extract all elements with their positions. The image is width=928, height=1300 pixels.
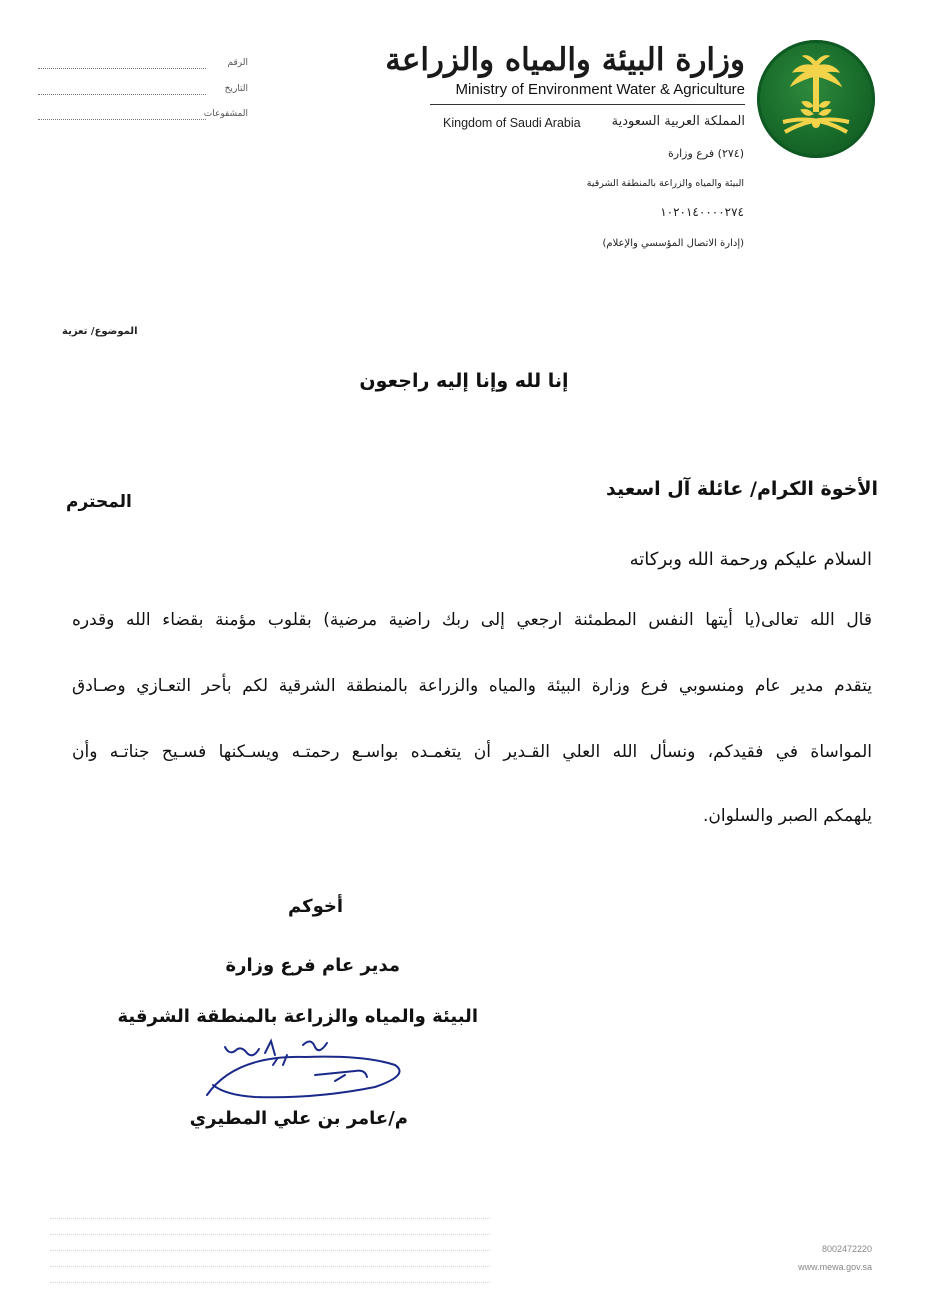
ref-attachments-label: المشفوعات [203,109,248,119]
branch-department: (إدارة الاتصال المؤسسي والإعلام) [602,238,744,249]
branch-code: ١٠٢٠١٤٠٠٠٠٢٧٤ [660,205,744,219]
signature-scribble-icon [195,1025,435,1105]
body-line: المواساة في فقيدكم، ونسأل الله العلي القـدير أن يتغمـده بواسـع رحمتـه ويسـكنها فسـيح جناتـه وأن [72,742,872,762]
footer-line [50,1237,490,1251]
signatory-title-line2: البيئة والمياه والزراعة بالمنطقة الشرقية [117,1006,478,1027]
footer-line [50,1221,490,1235]
ref-attachments-field [38,109,248,123]
ref-number-field [38,58,248,72]
footer-website[interactable]: www.mewa.gov.sa [798,1262,872,1272]
footer-line [50,1205,490,1219]
kingdom-name-english: Kingdom of Saudi Arabia [443,116,581,130]
branch-number: (٢٧٤) فرع وزارة [668,147,744,160]
body-line: يتقدم مدير عام ومنسوبي فرع وزارة البيئة والمياه والزراعة بالمنطقة الشرقية لكم بأحر التعـازي وصـادق [72,676,872,696]
handwritten-signature [195,1025,435,1109]
respected-honorific: المحترم [66,492,132,512]
ref-number-label: الرقم [227,58,248,68]
ref-number-line [38,68,206,69]
kingdom-name-arabic: المملكة العربية السعودية [611,114,745,129]
greeting: السلام عليكم ورحمة الله وبركاته [629,549,872,570]
footer-address-block [50,1205,490,1285]
body-line: قال الله تعالى(يا أيتها النفس المطمئنة ارجعي إلى ربك راضية مرضية) بقلوب مؤمنة بقضاء الله وقدره [72,610,872,630]
signatory-name: م/عامر بن علي المطيري [189,1108,408,1129]
letter-subject: الموضوع/ تعزية [62,326,138,337]
ref-date-field [38,84,248,98]
ref-date-label: التاريخ [224,84,248,94]
branch-name: البيئة والمياه والزراعة بالمنطقة الشرقية [586,178,744,189]
body-last-line: يلهمكم الصبر والسلوان. [703,806,872,826]
quranic-verse: إنا لله وإنا إليه راجعون [359,370,569,392]
footer-line [50,1253,490,1267]
addressee: الأخوة الكرام/ عائلة آل اسعيد [605,478,878,500]
ref-attachments-line [38,119,206,120]
signatory-title-line1: مدير عام فرع وزارة [225,955,400,976]
footer-line [50,1269,490,1283]
footer-phone: 8002472220 [821,1244,872,1254]
header-divider [430,104,745,105]
ref-date-line [38,94,206,95]
palm-and-swords-emblem-icon [757,40,875,158]
ministry-name-arabic: وزارة البيئة والمياه والزراعة [385,42,745,78]
ministry-logo [757,40,875,158]
ministry-name-english: Ministry of Environment Water & Agriculture [455,81,745,98]
closing: أخوكم [287,896,343,917]
